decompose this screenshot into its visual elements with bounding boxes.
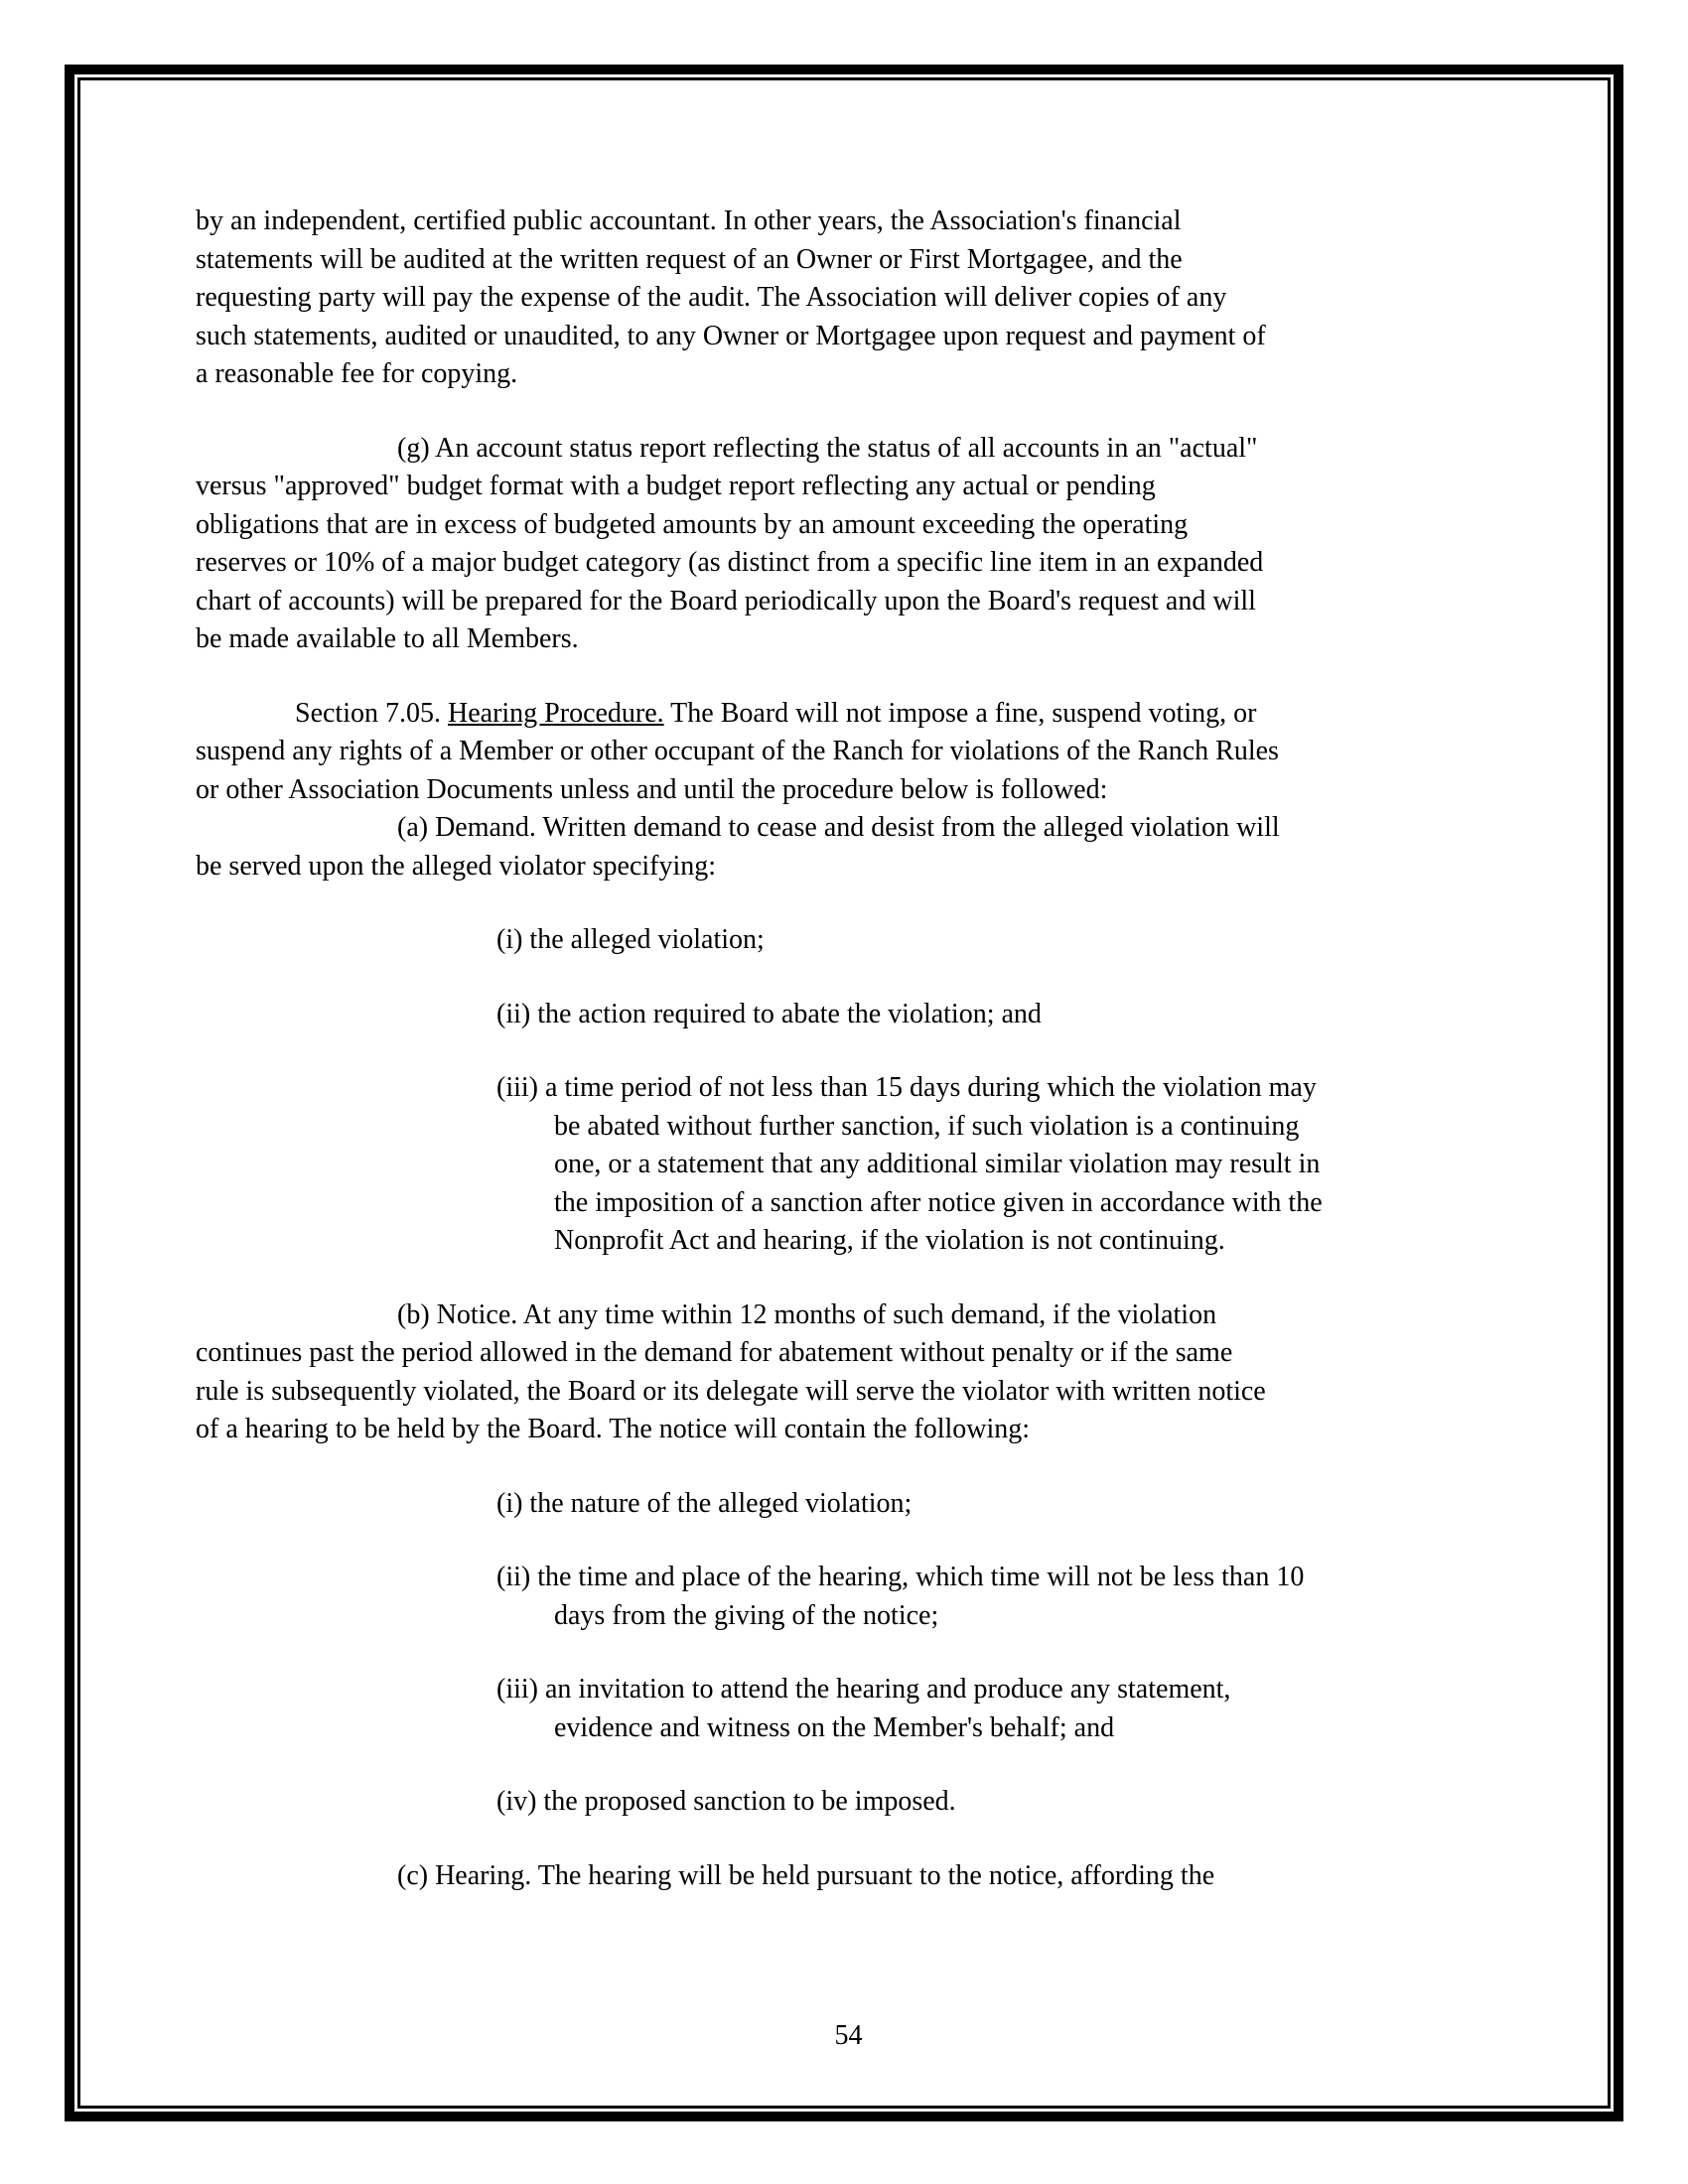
text-line: one, or a statement that any additional similar violation may result in (554, 1149, 1321, 1179)
text-line: Nonprofit Act and hearing, if the violation is not continuing. (554, 1225, 1225, 1256)
notice-item-i (196, 1485, 1501, 1524)
text-segment: Section 7.05. (295, 697, 448, 729)
text-line: requesting party will pay the expense of the audit. The Association will deliver copies of any (196, 282, 1227, 313)
paragraph-g (196, 430, 1501, 659)
text-line: (iii) an invitation to attend the hearing and produce any statement, (496, 1674, 1231, 1705)
text-line: (iii) a time period of not less than 15 days during which the violation may (496, 1072, 1317, 1103)
text-segment: The Board will not impose a fine, suspend voting, or (663, 697, 1257, 729)
text-line: the imposition of a sanction after notice given in accordance with the (554, 1186, 1323, 1218)
text-line: be made available to all Members. (196, 623, 579, 654)
text-line: (a) Demand. Written demand to cease and desist from the alleged violation will (397, 812, 1280, 843)
text-line: reserves or 10% of a major budget category (as distinct from a specific line item in an expanded (196, 547, 1264, 578)
text-line (196, 695, 1501, 734)
text-line: of a hearing to be held by the Board. The notice will contain the following: (196, 1414, 1031, 1444)
paragraph-b-notice (196, 1297, 1501, 1449)
continuation-paragraph (196, 203, 1501, 394)
underlined-heading-text: Hearing Procedure. (448, 697, 664, 729)
text-line: continues past the period allowed in the demand for abatement without penalty or if the same (196, 1337, 1233, 1368)
text-line: evidence and witness on the Member's behalf; and (554, 1711, 1115, 1743)
text-line: chart of accounts) will be prepared for the Board periodically upon the Board's request and will (196, 585, 1256, 616)
page-number: 54 (834, 2020, 863, 2051)
text-line: rule is subsequently violated, the Board or its delegate will serve the violator with written notice (196, 1375, 1266, 1407)
text-line: (c) Hearing. The hearing will be held pursuant to the notice, affording the (397, 1859, 1215, 1891)
document-content (196, 203, 1501, 1895)
text-line: (iv) the proposed sanction to be imposed. (496, 1786, 956, 1817)
text-line: (i) the alleged violation; (496, 924, 765, 955)
paragraph-c-hearing (196, 1857, 1501, 1896)
text-line: suspend any rights of a Member or other occupant of the Ranch for violations of the Ranch Rules (196, 736, 1279, 766)
text-line: (ii) the action required to abate the violation; and (496, 998, 1042, 1029)
text-line: a reasonable fee for copying. (196, 358, 518, 389)
notice-item-iii (196, 1671, 1501, 1747)
text-line: (g) An account status report reflecting the status of all accounts in an "actual" (397, 432, 1258, 464)
text-line: (i) the nature of the alleged violation; (496, 1487, 913, 1519)
text-line: (b) Notice. At any time within 12 months of such demand, if the violation (397, 1298, 1217, 1330)
text-line: obligations that are in excess of budgeted amounts by an amount exceeding the operating (196, 508, 1189, 540)
text-line: be abated without further sanction, if such violation is a continuing (554, 1110, 1300, 1142)
text-line: such statements, audited or unaudited, to any Owner or Mortgagee upon request and payment of (196, 320, 1266, 351)
section-7-05-heading-paragraph (196, 695, 1501, 810)
text-line: be served upon the alleged violator specifying: (196, 850, 717, 882)
text-line: days from the giving of the notice; (554, 1599, 939, 1631)
text-line: versus "approved" budget format with a budget report reflecting any actual or pending (196, 471, 1156, 501)
paragraph-a-demand (196, 809, 1501, 886)
demand-item-iii (196, 1069, 1501, 1261)
text-line: statements will be audited at the written request of an Owner or First Mortgagee, and the (196, 243, 1183, 275)
notice-item-iv (196, 1783, 1501, 1822)
text-line: or other Association Documents unless and until the procedure below is followed: (196, 773, 1108, 805)
text-line: by an independent, certified public accountant. In other years, the Association's financial (196, 205, 1182, 236)
notice-item-ii (196, 1559, 1501, 1635)
demand-item-i (196, 921, 1501, 960)
demand-item-ii (196, 996, 1501, 1034)
text-line: (ii) the time and place of the hearing, which time will not be less than 10 (496, 1562, 1305, 1592)
